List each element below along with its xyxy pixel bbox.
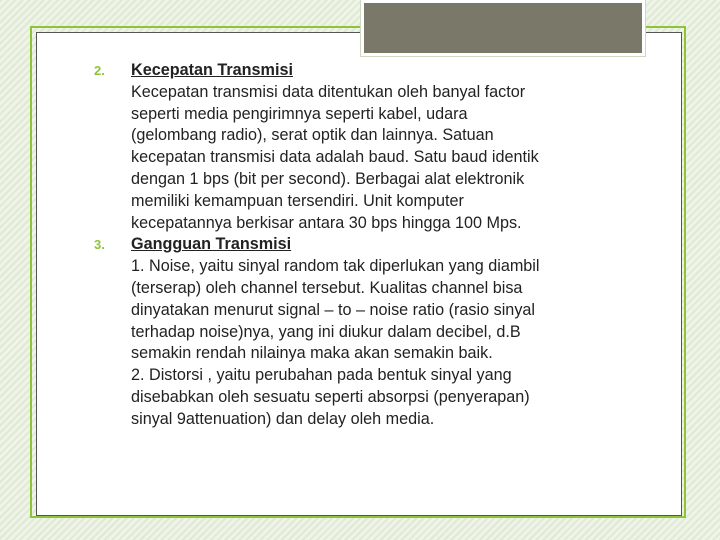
section-paragraph: Kecepatan transmisi data ditentukan oleh banyal factor seperti media pengirimnya seperti kabel, udara (gelombang radio), serat optik dan lainnya. Satuan kecepatan transmisi data adalah baud. Satu baud identik dengan 1 bps (bit per second). Berbagai alat elektronik memiliki kemampuan tersendiri. Unit komputer kecepatannya berkisar antara 30 bps hingga 100 Mps. bbox=[131, 82, 539, 232]
section-number: 3. bbox=[94, 237, 105, 253]
section-body bbox=[131, 234, 601, 430]
noise-paragraph: 1. Noise, yaitu sinyal random tak diperlukan yang diambil (terserap) oleh channel tersebut. Kualitas channel bisa dinyatakan menurut signal – to – noise ratio (rasio sinyal terhadap noise)nya, yang ini diukur dalam decibel, d.B semakin rendah nilainya maka akan semakin baik. bbox=[131, 257, 540, 363]
section-number: 2. bbox=[94, 63, 105, 78]
distorsi-paragraph: 2. Distorsi , yaitu perubahan pada bentuk sinyal yang disebabkan oleh sesuatu seperti absorpsi (penyerapan) sinyal 9attenuation) dan delay oleh media. bbox=[131, 366, 530, 428]
section-kecepatan-transmisi bbox=[0, 60, 720, 234]
section-body bbox=[131, 60, 601, 234]
title-tab-box bbox=[361, 0, 645, 56]
section-heading: Gangguan Transmisi bbox=[131, 235, 292, 254]
section-heading: Kecepatan Transmisi bbox=[131, 61, 293, 79]
section-gangguan-transmisi bbox=[0, 234, 720, 430]
slide-content bbox=[0, 60, 720, 431]
